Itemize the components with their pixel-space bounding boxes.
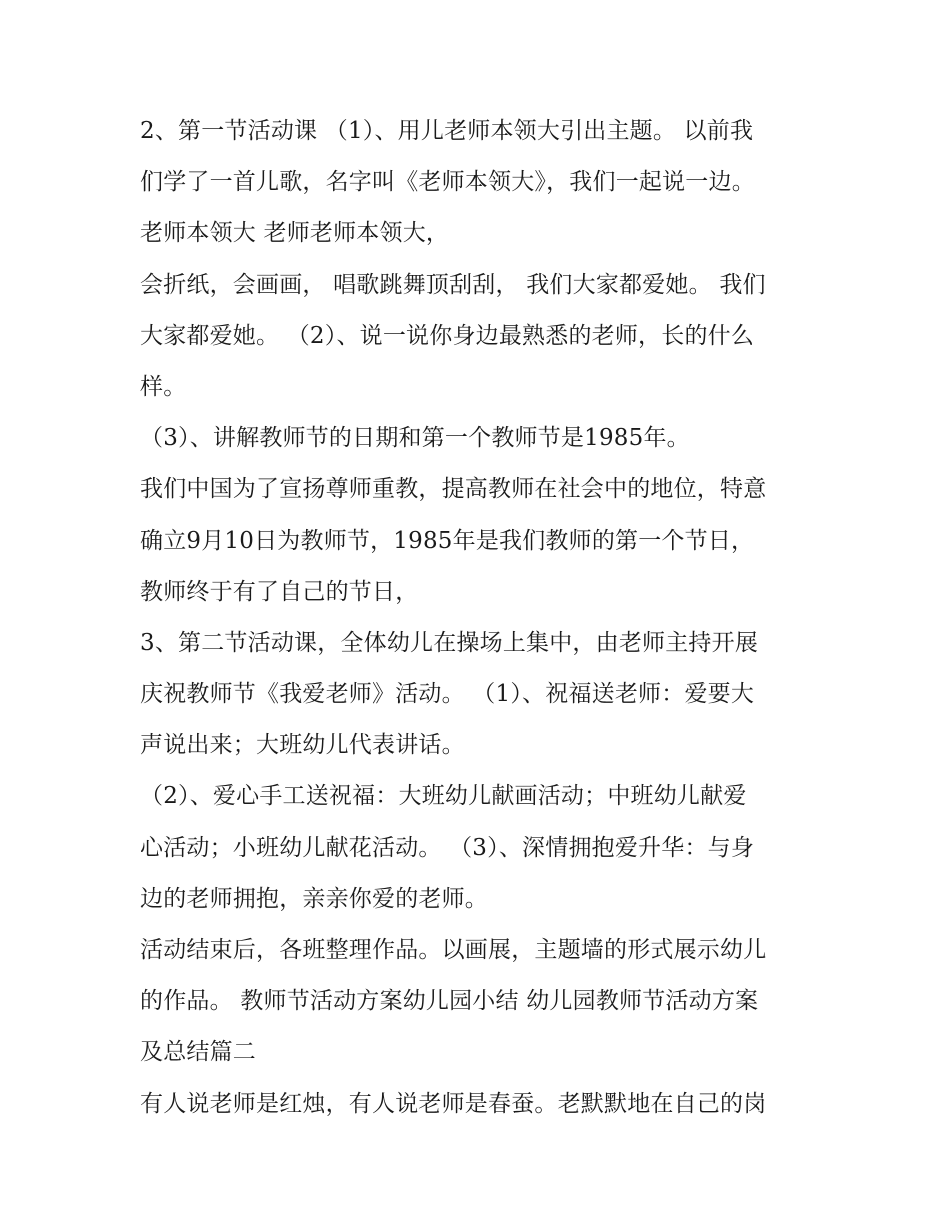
text-line: 我们中国为了宣扬尊师重教，提高教师在社会中的地位，特意 (140, 476, 767, 503)
text-line: 大家都爱她。 （2）、说一说你身边最熟悉的老师，长的什么 (140, 322, 755, 349)
text-line: （3）、讲解教师节的日期和第一个教师节是1985年。 (140, 425, 690, 452)
text-line: （2）、爱心手工送祝福：大班幼儿献画活动；中班幼儿献爱 (140, 783, 747, 810)
text-line: 有人说老师是红烛，有人说老师是春蚕。老默默地在自己的岗 (140, 1090, 767, 1117)
text-line: 及总结篇二 (140, 1039, 256, 1066)
text-line: 会折纸，会画画， 唱歌跳舞顶刮刮， 我们大家都爱她。 我们 (140, 271, 766, 298)
text-line: 边的老师拥抱，亲亲你爱的老师。 (140, 885, 488, 912)
text-line: 3、第二节活动课，全体幼儿在操场上集中，由老师主持开展 (140, 629, 759, 656)
text-line: 声说出来；大班幼儿代表讲话。 (140, 732, 465, 759)
text-line: 确立9月10日为教师节，1985年是我们教师的第一个节日， (140, 527, 755, 554)
text-line: 们学了一首儿歌，名字叫《老师本领大》，我们一起说一边。 (140, 169, 755, 196)
text-line: 2、第一节活动课 （1）、用儿老师本领大引出主题。 以前我 (140, 118, 754, 144)
text-line: 活动结束后，各班整理作品。以画展，主题墙的形式展示幼儿 (140, 937, 767, 963)
text-line: 样。 (140, 373, 187, 400)
text-line: 的作品。 教师节活动方案幼儿园小结 幼儿园教师节活动方案 (140, 988, 759, 1015)
text-line: 教师终于有了自己的节日， (140, 578, 419, 605)
document-body (140, 106, 820, 1130)
text-line: 老师本领大 老师老师本领大， (140, 220, 450, 247)
text-line: 心活动；小班幼儿献花活动。 （3）、深情拥抱爱升华：与身 (140, 834, 755, 861)
text-line: 庆祝教师节《我爱老师》活动。 （1）、祝福送老师：爱要大 (140, 681, 755, 708)
